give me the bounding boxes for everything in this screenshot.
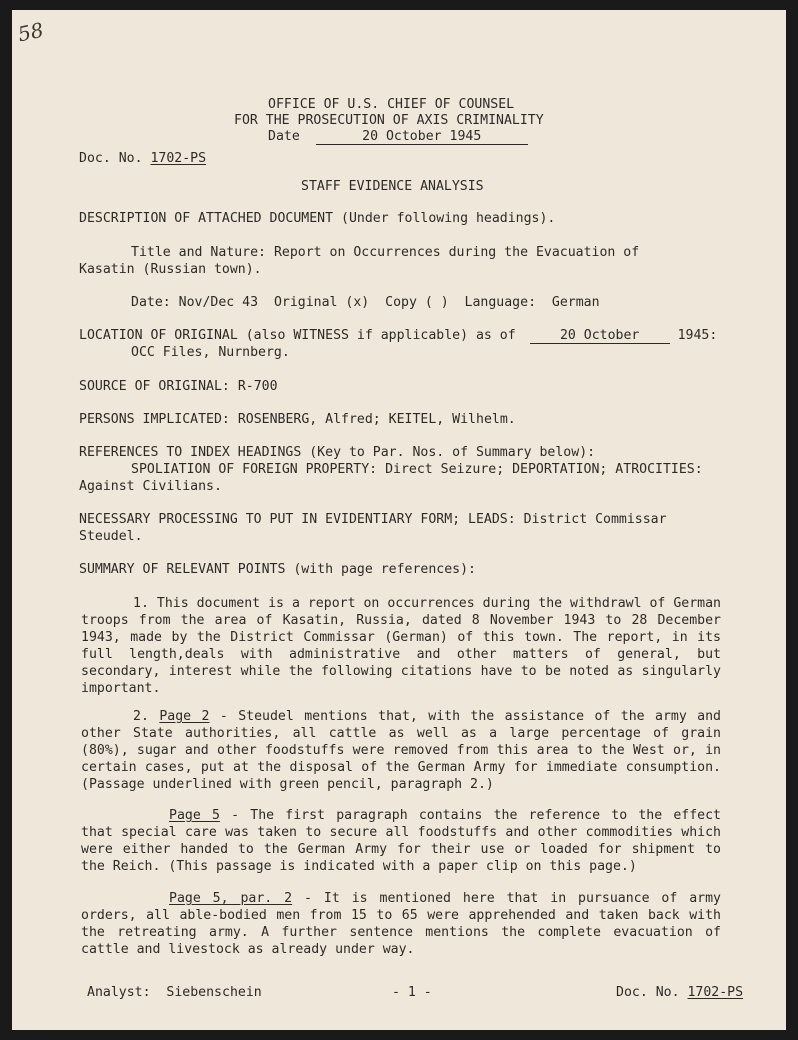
location-label: LOCATION OF ORIGINAL (also WITNESS if applicable) as of bbox=[79, 328, 516, 343]
header-prosecution-line: FOR THE PROSECUTION OF AXIS CRIMINALITY bbox=[234, 113, 544, 128]
source-line bbox=[79, 378, 278, 395]
location-line bbox=[79, 327, 717, 344]
summary-paragraph-4 bbox=[81, 890, 721, 958]
description-heading: DESCRIPTION OF ATTACHED DOCUMENT (Under following headings). bbox=[79, 211, 556, 226]
paragraph-4-text: - It is mentioned here that in pursuance of army orders, all able-bodied men from 15 to 65 were apprehended and taken back with the retreating army. A further sentence mentions the complete evacuation of cattle and livestock as already under way. bbox=[81, 891, 721, 957]
location-year: 1945: bbox=[677, 328, 718, 343]
title-nature-text: Report on Occurrences during the Evacuation of bbox=[273, 245, 640, 260]
paragraph-2-text: - Steudel mentions that, with the assistance of the army and other State authorities, all cattle as well as a large percentage of grain (80%), sugar and other foodstuffs were removed from this area to the West or, in certain cases, put at the disposal of the German Army for immediate consumption. (Passage underlined with green pencil, paragraph 2.) bbox=[81, 709, 721, 792]
summary-heading: SUMMARY OF RELEVANT POINTS (with page references): bbox=[79, 562, 476, 577]
footer-page-number: - 1 - bbox=[392, 985, 432, 1000]
paragraph-3-text: - The first paragraph contains the reference to the effect that special care was taken to secure all foodstuffs and other commodities which were either handed to the German Army for their use or loaded for shipment to the Reich. (This passage is indicated with a paper clip on this page.) bbox=[81, 808, 721, 874]
header-date-label: Date bbox=[268, 129, 300, 144]
persons-value: ROSENBERG, Alfred; KEITEL, Wilhelm. bbox=[237, 412, 516, 427]
paragraph-1-text: This document is a report on occurrences during the withdrawl of German troops from the area of Kasatin, Russia, dated 8 November 1943 to 28 December 1943, made by the District Commissar (German) of this town. The report, in its full length,deals with administrative and other matters of general, but secondary, interest while the following citations have to be noted as singularly important. bbox=[81, 596, 721, 696]
title-nature-label: Title and Nature: bbox=[131, 245, 266, 260]
doc-no-row bbox=[79, 150, 206, 167]
references-line-2: SPOLIATION OF FOREIGN PROPERTY: Direct Seizure; DEPORTATION; ATROCITIES: bbox=[131, 462, 703, 477]
title-nature-line bbox=[131, 244, 639, 261]
processing-line bbox=[79, 511, 667, 528]
doc-no-value: 1702-PS bbox=[150, 151, 207, 166]
summary-paragraph-3 bbox=[81, 807, 721, 875]
footer-doc-no-value: 1702-PS bbox=[687, 985, 744, 1000]
footer-doc-no-label: Doc. No. bbox=[616, 985, 680, 1000]
handwritten-page-number: 58 bbox=[15, 17, 46, 47]
date-label: Date: bbox=[131, 295, 171, 310]
persons-label: PERSONS IMPLICATED: bbox=[79, 412, 230, 427]
analyst-name: Siebenschein bbox=[166, 985, 262, 1000]
header-date-row bbox=[268, 128, 528, 145]
original-marker: Original (x) bbox=[273, 295, 370, 310]
summary-paragraph-1 bbox=[81, 595, 721, 697]
source-label: SOURCE OF ORIGINAL: bbox=[79, 379, 230, 394]
footer-analyst bbox=[87, 984, 262, 1001]
footer-doc-no bbox=[616, 984, 743, 1001]
header-office-line: OFFICE OF U.S. CHIEF OF COUNSEL bbox=[268, 97, 515, 112]
doc-no-label: Doc. No. bbox=[79, 151, 143, 166]
date-value: Nov/Dec 43 bbox=[178, 295, 259, 310]
copy-marker: Copy ( ) bbox=[385, 295, 449, 310]
persons-line bbox=[79, 411, 516, 428]
form-title: STAFF EVIDENCE ANALYSIS bbox=[301, 179, 484, 194]
header-date-value: 20 October 1945 bbox=[316, 129, 528, 145]
processing-label: NECESSARY PROCESSING TO PUT IN EVIDENTIARY FORM; LEADS: bbox=[79, 512, 516, 527]
title-nature-continuation: Kasatin (Russian town). bbox=[79, 262, 262, 277]
paragraph-3-page-ref: Page 5 bbox=[169, 808, 220, 823]
paragraph-2-number: 2. bbox=[133, 709, 149, 724]
language-label: Language: bbox=[464, 295, 537, 310]
paragraph-2-page-ref: Page 2 bbox=[159, 709, 210, 724]
location-date-value: 20 October bbox=[530, 328, 670, 344]
document-page bbox=[12, 10, 786, 1030]
paragraph-1-number: 1. bbox=[133, 596, 149, 611]
date-line bbox=[131, 294, 600, 311]
location-place: OCC Files, Nurnberg. bbox=[131, 345, 290, 360]
paragraph-4-page-ref: Page 5, par. 2 bbox=[169, 891, 293, 906]
processing-continuation: Steudel. bbox=[79, 529, 143, 544]
references-line-3: Against Civilians. bbox=[79, 479, 222, 494]
summary-paragraph-2 bbox=[81, 708, 721, 793]
analyst-label: Analyst: bbox=[87, 985, 151, 1000]
source-value: R-700 bbox=[237, 379, 278, 394]
references-heading: REFERENCES TO INDEX HEADINGS (Key to Par. Nos. of Summary below): bbox=[79, 445, 596, 460]
processing-value: District Commissar bbox=[523, 512, 667, 527]
language-value: German bbox=[551, 295, 600, 310]
